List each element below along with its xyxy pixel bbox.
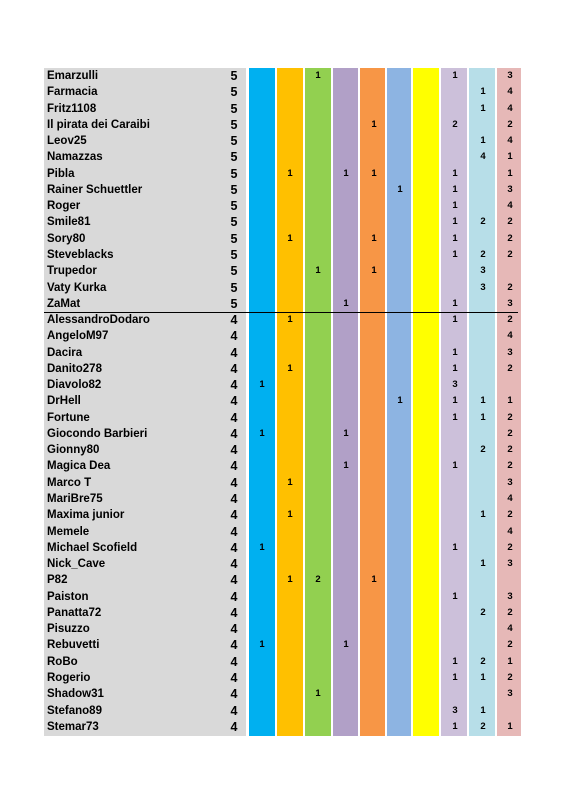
player-score: 4 — [230, 345, 238, 360]
player-name: Rogerio — [47, 671, 91, 684]
player-score: 4 — [230, 638, 238, 653]
count-c8: 2 — [452, 118, 458, 130]
count-c10: 4 — [507, 525, 513, 537]
count-c3: 1 — [315, 688, 321, 700]
count-c8: 1 — [452, 216, 458, 228]
player-name: ZaMat — [47, 297, 81, 310]
count-c10: 4 — [507, 330, 513, 342]
count-c10: 2 — [507, 639, 513, 651]
player-score: 4 — [230, 394, 238, 409]
count-c9: 1 — [480, 86, 486, 98]
player-name: Memele — [47, 525, 90, 538]
player-name: Diavolo82 — [47, 379, 102, 392]
count-c9: 2 — [480, 216, 486, 228]
count-c10: 3 — [507, 70, 513, 81]
player-score: 4 — [230, 524, 238, 539]
count-c10: 2 — [507, 281, 513, 293]
count-c6: 1 — [397, 395, 403, 407]
count-c9: 4 — [480, 151, 486, 163]
count-c8: 1 — [452, 590, 458, 602]
count-c9: 1 — [480, 411, 486, 423]
count-c8: 1 — [452, 70, 458, 81]
count-c10: 2 — [507, 118, 513, 130]
count-c10: 4 — [507, 102, 513, 114]
count-c8: 1 — [452, 411, 458, 423]
player-score: 4 — [230, 443, 238, 458]
count-c10: 2 — [507, 427, 513, 439]
count-c8: 1 — [452, 248, 458, 260]
player-name: Rainer Schuettler — [47, 183, 143, 196]
player-name: Giocondo Barbieri — [47, 427, 148, 440]
player-score: 4 — [230, 492, 238, 507]
count-c8: 1 — [452, 183, 458, 195]
player-name: Smile81 — [47, 216, 91, 229]
player-score: 4 — [230, 703, 238, 718]
player-name: Emarzulli — [47, 70, 99, 82]
count-c9: 1 — [480, 102, 486, 114]
count-c8: 1 — [452, 297, 458, 309]
count-c10: 1 — [507, 167, 513, 179]
count-c8: 1 — [452, 395, 458, 407]
player-name: MariBre75 — [47, 493, 103, 506]
player-score: 5 — [230, 166, 238, 181]
player-score: 4 — [230, 654, 238, 669]
count-c5: 1 — [371, 118, 377, 130]
column-band-c7 — [413, 68, 439, 736]
count-c10: 4 — [507, 623, 513, 635]
player-name: Stemar73 — [47, 720, 99, 733]
player-name: Il pirata dei Caraibi — [47, 118, 150, 131]
player-score: 5 — [230, 264, 238, 279]
count-c10: 2 — [507, 671, 513, 683]
count-c6: 1 — [397, 183, 403, 195]
player-score: 4 — [230, 361, 238, 376]
player-name: Fritz1108 — [47, 102, 97, 115]
count-c10: 2 — [507, 444, 513, 456]
count-c4: 1 — [343, 297, 349, 309]
player-name: DrHell — [47, 395, 81, 408]
player-name: Shadow31 — [47, 688, 104, 701]
player-score: 4 — [230, 687, 238, 702]
count-c10: 2 — [507, 216, 513, 228]
count-c8: 1 — [452, 671, 458, 683]
count-c8: 1 — [452, 314, 458, 326]
player-name: Michael Scofield — [47, 541, 138, 554]
player-name: Stefano89 — [47, 704, 102, 717]
count-c9: 1 — [480, 558, 486, 570]
count-c9: 1 — [480, 671, 486, 683]
player-name: Gionny80 — [47, 444, 100, 457]
player-score: 5 — [230, 182, 238, 197]
player-name: RoBo — [47, 655, 78, 668]
count-c10: 3 — [507, 476, 513, 488]
player-score: 4 — [230, 459, 238, 474]
player-score: 4 — [230, 508, 238, 523]
count-c9: 2 — [480, 720, 486, 732]
count-c8: 1 — [452, 167, 458, 179]
count-c8: 1 — [452, 541, 458, 553]
player-name: Pibla — [47, 167, 75, 180]
player-score: 4 — [230, 557, 238, 572]
player-name: Nick_Cave — [47, 558, 106, 571]
count-c1: 1 — [259, 639, 265, 651]
player-score: 4 — [230, 475, 238, 490]
count-c9: 1 — [480, 704, 486, 716]
count-c10: 3 — [507, 688, 513, 700]
player-score: 4 — [230, 589, 238, 604]
player-score: 4 — [230, 540, 238, 555]
player-score: 4 — [230, 378, 238, 393]
count-c9: 2 — [480, 248, 486, 260]
count-c5: 1 — [371, 167, 377, 179]
count-c10: 4 — [507, 200, 513, 212]
player-name: Roger — [47, 200, 81, 213]
count-c10: 2 — [507, 314, 513, 326]
count-c4: 1 — [343, 167, 349, 179]
count-c10: 2 — [507, 362, 513, 374]
count-c10: 3 — [507, 346, 513, 358]
count-c1: 1 — [259, 541, 265, 553]
count-c9: 1 — [480, 395, 486, 407]
column-band-c3 — [305, 68, 331, 736]
count-c2: 1 — [287, 476, 293, 488]
count-c10: 1 — [507, 720, 513, 732]
count-c4: 1 — [343, 639, 349, 651]
count-c9: 3 — [480, 265, 486, 277]
count-c10: 2 — [507, 248, 513, 260]
player-score: 4 — [230, 426, 238, 441]
count-c1: 1 — [259, 379, 265, 391]
count-c10: 4 — [507, 135, 513, 147]
count-c10: 2 — [507, 460, 513, 472]
count-c10: 2 — [507, 606, 513, 618]
count-c10: 2 — [507, 541, 513, 553]
column-band-c1 — [249, 68, 275, 736]
count-c10: 1 — [507, 395, 513, 407]
player-name: P82 — [47, 574, 68, 587]
count-c3: 2 — [315, 574, 321, 586]
player-score: 4 — [230, 313, 238, 328]
player-score: 4 — [230, 719, 238, 734]
count-c10: 2 — [507, 232, 513, 244]
player-score: 5 — [230, 296, 238, 311]
player-score: 5 — [230, 280, 238, 295]
player-score: 5 — [230, 247, 238, 262]
count-c2: 1 — [287, 314, 293, 326]
player-name: Trupedor — [47, 265, 97, 278]
player-name: Panatta72 — [47, 606, 102, 619]
player-name: Sory80 — [47, 232, 86, 245]
count-c10: 3 — [507, 183, 513, 195]
player-score: 5 — [230, 101, 238, 116]
player-name: AlessandroDodaro — [47, 314, 150, 327]
count-c10: 3 — [507, 590, 513, 602]
player-name: Paiston — [47, 590, 89, 603]
count-c2: 1 — [287, 167, 293, 179]
player-name: Magica Dea — [47, 460, 111, 473]
count-c1: 1 — [259, 427, 265, 439]
player-score: 5 — [230, 85, 238, 100]
player-score: 5 — [230, 150, 238, 165]
player-score: 4 — [230, 573, 238, 588]
count-c9: 1 — [480, 509, 486, 521]
count-c2: 1 — [287, 509, 293, 521]
count-c5: 1 — [371, 232, 377, 244]
count-c8: 1 — [452, 346, 458, 358]
player-score: 4 — [230, 410, 238, 425]
count-c8: 1 — [452, 232, 458, 244]
count-c8: 1 — [452, 200, 458, 212]
count-c8: 1 — [452, 655, 458, 667]
count-c10: 3 — [507, 297, 513, 309]
count-c2: 1 — [287, 574, 293, 586]
count-c10: 1 — [507, 151, 513, 163]
count-c9: 1 — [480, 135, 486, 147]
count-c9: 2 — [480, 655, 486, 667]
count-c10: 2 — [507, 509, 513, 521]
count-c3: 1 — [315, 265, 321, 277]
count-c10: 4 — [507, 86, 513, 98]
player-name: Leov25 — [47, 135, 87, 148]
player-score: 4 — [230, 622, 238, 637]
player-score: 4 — [230, 670, 238, 685]
player-name: Fortune — [47, 411, 90, 424]
player-score: 5 — [230, 117, 238, 132]
player-name: Maxima junior — [47, 509, 125, 522]
count-c9: 2 — [480, 444, 486, 456]
count-c8: 1 — [452, 720, 458, 732]
player-name: Vaty Kurka — [47, 281, 107, 294]
player-name: Dacira — [47, 346, 83, 359]
player-score: 5 — [230, 134, 238, 149]
count-c5: 1 — [371, 574, 377, 586]
count-c10: 4 — [507, 493, 513, 505]
player-score: 4 — [230, 329, 238, 344]
count-c2: 1 — [287, 232, 293, 244]
player-name: AngeloM97 — [47, 330, 109, 343]
player-name: Namazzas — [47, 151, 103, 164]
count-c8: 3 — [452, 704, 458, 716]
count-c8: 1 — [452, 460, 458, 472]
player-name: Rebuvetti — [47, 639, 100, 652]
count-c8: 1 — [452, 362, 458, 374]
player-name: Farmacia — [47, 86, 98, 99]
count-c10: 1 — [507, 655, 513, 667]
count-c3: 1 — [315, 70, 321, 81]
player-name: Danito278 — [47, 362, 102, 375]
count-c4: 1 — [343, 427, 349, 439]
count-c10: 3 — [507, 558, 513, 570]
count-c9: 3 — [480, 281, 486, 293]
count-c5: 1 — [371, 265, 377, 277]
player-name: Pisuzzo — [47, 623, 90, 636]
count-c9: 2 — [480, 606, 486, 618]
player-score: 5 — [230, 69, 238, 83]
count-c10: 2 — [507, 411, 513, 423]
player-score: 4 — [230, 605, 238, 620]
count-c8: 3 — [452, 379, 458, 391]
player-name: Marco T — [47, 476, 92, 489]
player-score: 5 — [230, 199, 238, 214]
player-name: Steveblacks — [47, 248, 114, 261]
count-c4: 1 — [343, 460, 349, 472]
count-c2: 1 — [287, 362, 293, 374]
player-score: 5 — [230, 231, 238, 246]
player-score: 5 — [230, 215, 238, 230]
